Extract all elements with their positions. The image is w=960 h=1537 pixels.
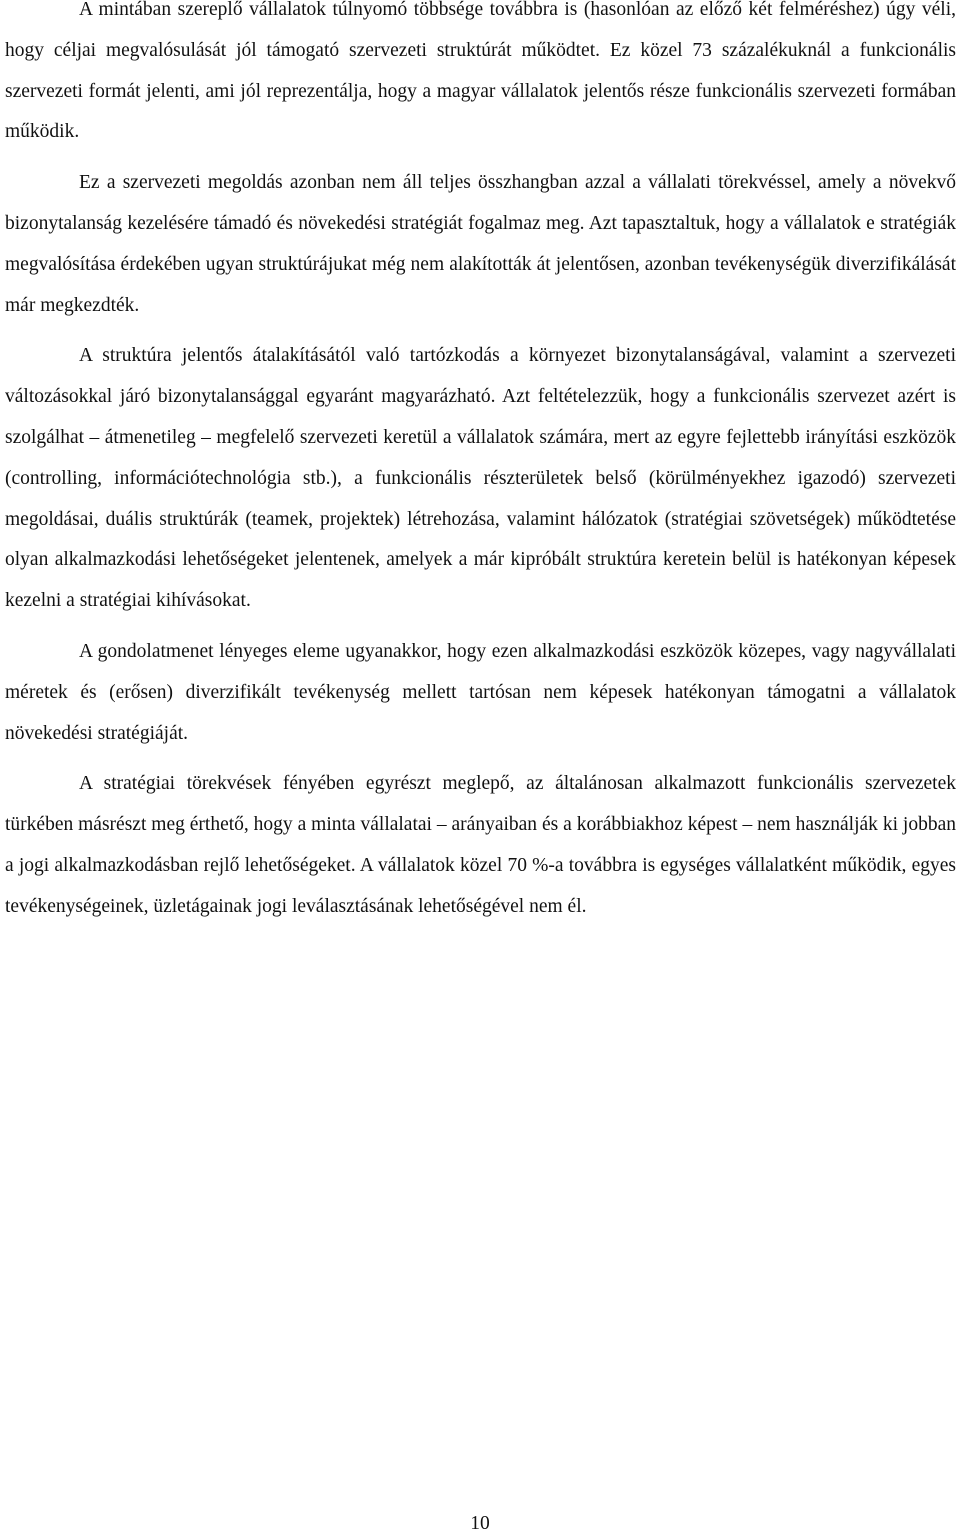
page-number: 10 [470,1513,490,1534]
body-text [5,0,956,938]
paragraph-2: Ez a szervezeti megoldás azonban nem áll teljes összhangban azzal a vállalati törekvéssel, amely a növekvő bizonytalanság kezelésére támadó és növekedési stratégiát fogalmaz meg. Azt tapasztaltuk, hogy a vállalatok e stratégiák megvalósítása érdekében ugyan struktúrájukat még nem alakították át jelentősen, azonban tevékenységük diverzifikálását már megkezdték. [5,172,956,316]
paragraph-4: A gondolatmenet lényeges eleme ugyanakkor, hogy ezen alkalmazkodási eszközök közepes, vagy nagyvállalati méretek és (erősen) diverzifikált tevékenység mellett tartósan nem képesek hatékonyan támogatni a vállalatok növekedési stratégiáját. [5,640,956,744]
paragraph-1: A mintában szereplő vállalatok túlnyomó többsége továbbra is (hasonlóan az előző két felméréshez) úgy véli, hogy céljai megvalósulását jól támogató szervezeti struktúrát működtet. Ez közel 73 százalékuknál a funkcionális szervezeti formát jelenti, ami jól reprezentálja, hogy a magyar vállalatok jelentős része funkcionális szervezeti formában működik. [5,0,956,143]
paragraph-3: A struktúra jelentős átalakításától való tartózkodás a környezet bizonytalanságával, valamint a szervezeti változásokkal járó bizonytalansággal egyaránt magyarázható. Azt feltételezzük, hogy a funkcionális szervezet azért is szolgálhat – átmenetileg – megfelelő szervezeti keretül a vállalatok számára, mert az egyre fejlettebb irányítási eszközök (controlling, információtechnológia stb.), a funkcionális részterületek belső (körülményekhez igazodó) szervezeti megoldásai, duális struktúrák (teamek, projektek) létrehozása, valamint hálózatok (stratégiai szövetségek) működtetése olyan alkalmazkodási lehetőségeket jelentenek, amelyek a már kipróbált struktúra keretein belül is hatékonyan képesek kezelni a stratégiai kihívásokat. [5,345,956,612]
paragraph-5: A stratégiai törekvések fényében egyrészt meglepő, az általánosan alkalmazott funkcionális szervezetek türkében másrészt meg érthető, hogy a minta vállalatai – arányaiban és a korábbiakhoz képest – nem használják ki jobban a jogi alkalmazkodásban rejlő lehetőségeket. A vállalatok közel 70 %-a továbbra is egységes vállalatként működik, egyes tevékenységeinek, üzletágainak jogi leválasztásának lehetőségével nem él. [5,773,956,917]
